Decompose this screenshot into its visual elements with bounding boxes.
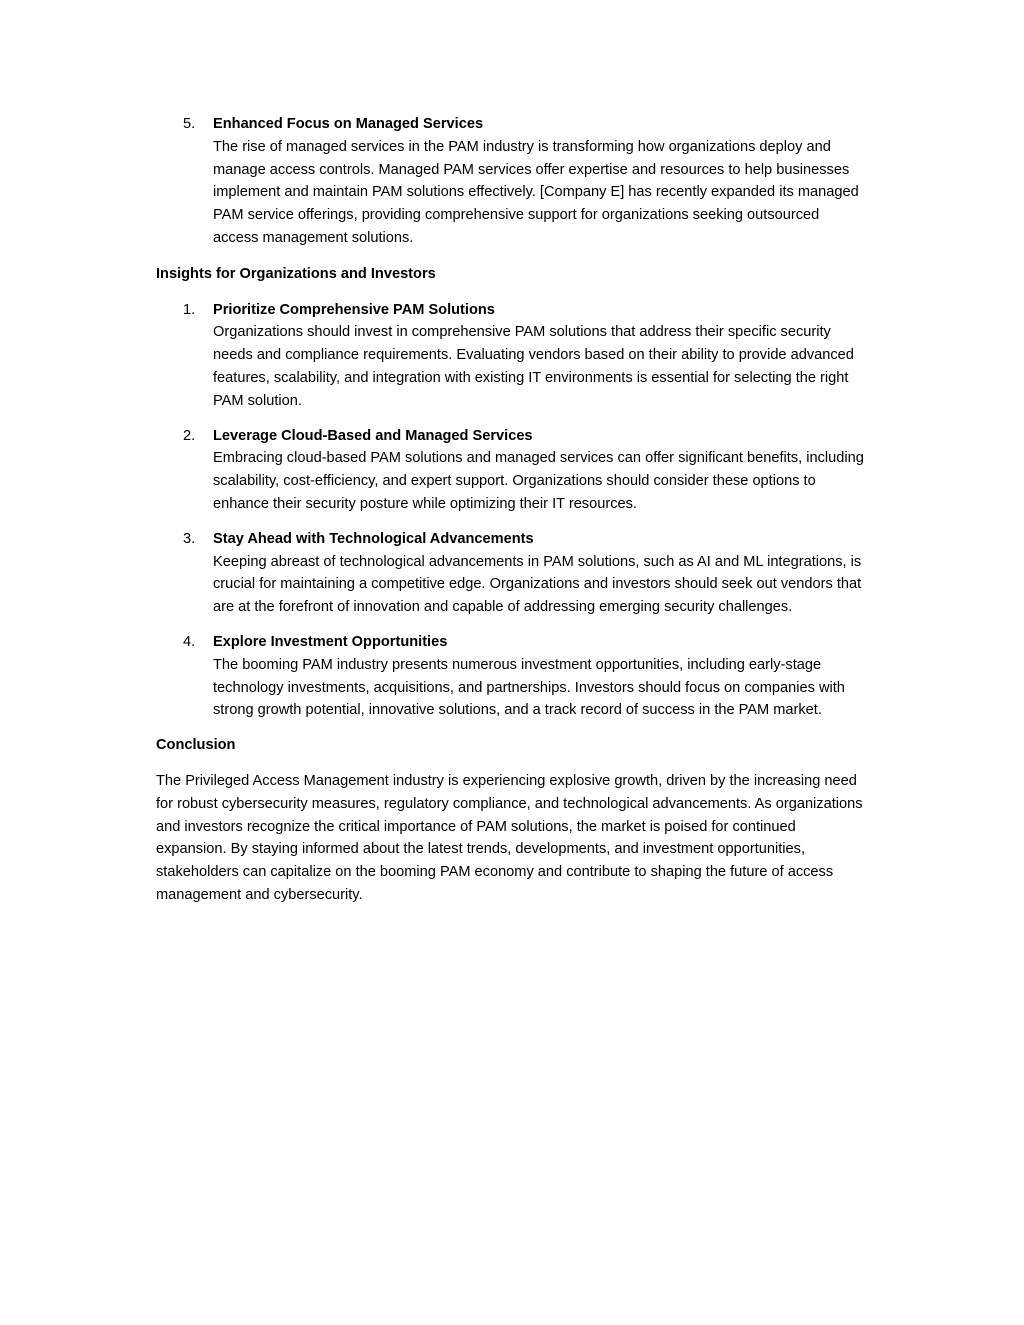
list-item-body: Embracing cloud-based PAM solutions and managed services can offer significant benefits, including scalability, cost-efficiency, and expert support. Organizations should consider these options to enhance their security posture while optimizing their IT resources. [213,450,864,512]
list-item [156,528,868,619]
list-item-number: 4. [183,633,196,650]
list-item-title: Prioritize Comprehensive PAM Solutions [213,301,495,318]
section-heading-conclusion: Conclusion [156,737,236,754]
list-item-body: Keeping abreast of technological advancements in PAM solutions, such as AI and ML integrations, is crucial for maintaining a competitive edge. Organizations and investors should seek out vendors that are at the forefront of innovation and capable of addressing emerging security challenges. [213,553,862,616]
list-item-number: 1. [183,301,196,318]
list-item-title: Leverage Cloud-Based and Managed Services [213,427,533,444]
list-item-body: The rise of managed services in the PAM industry is transforming how organizations deploy and manage access controls. Managed PAM services offer expertise and resources to help businesses implement and maintain PAM solutions effectively. [Company E] has recently expanded its managed PAM service offerings, providing comprehensive support for organizations seeking outsourced access management solutions. [213,138,859,246]
list-item-title: Enhanced Focus on Managed Services [213,116,484,132]
list-item-title: Explore Investment Opportunities [213,633,448,650]
list-item [156,113,868,250]
list-item-body: The booming PAM industry presents numerous investment opportunities, including early-stage technology investments, acquisitions, and partnerships. Investors should focus on companies with strong growth potential, innovative solutions, and a track record of success in the PAM market. [213,656,845,719]
list-item-number: 5. [183,116,196,132]
document-body [156,113,868,907]
list-item-number: 2. [183,427,196,444]
list-item-body: Organizations should invest in comprehensive PAM solutions that address their specific security needs and compliance requirements. Evaluating vendors based on their ability to provide advanced features, scalability, and integration with existing IT environments is essential for selecting the right PAM solution. [213,324,854,409]
list-item [156,299,868,413]
list-item [156,631,868,722]
section-heading-insights: Insights for Organizations and Investors [156,265,436,282]
conclusion-paragraph: The Privileged Access Management industry is experiencing explosive growth, driven by the increasing need for robust cybersecurity measures, regulatory compliance, and technological advancements. As organizations and investors recognize the critical importance of PAM solutions, the market is poised for continued expansion. By staying informed about the latest trends, developments, and investment opportunities, stakeholders can capitalize on the booming PAM economy and contribute to shaping the future of access management and cybersecurity. [156,772,863,903]
list-item [156,425,868,516]
list-item-number: 3. [183,530,196,547]
list-item-title: Stay Ahead with Technological Advancements [213,530,534,547]
